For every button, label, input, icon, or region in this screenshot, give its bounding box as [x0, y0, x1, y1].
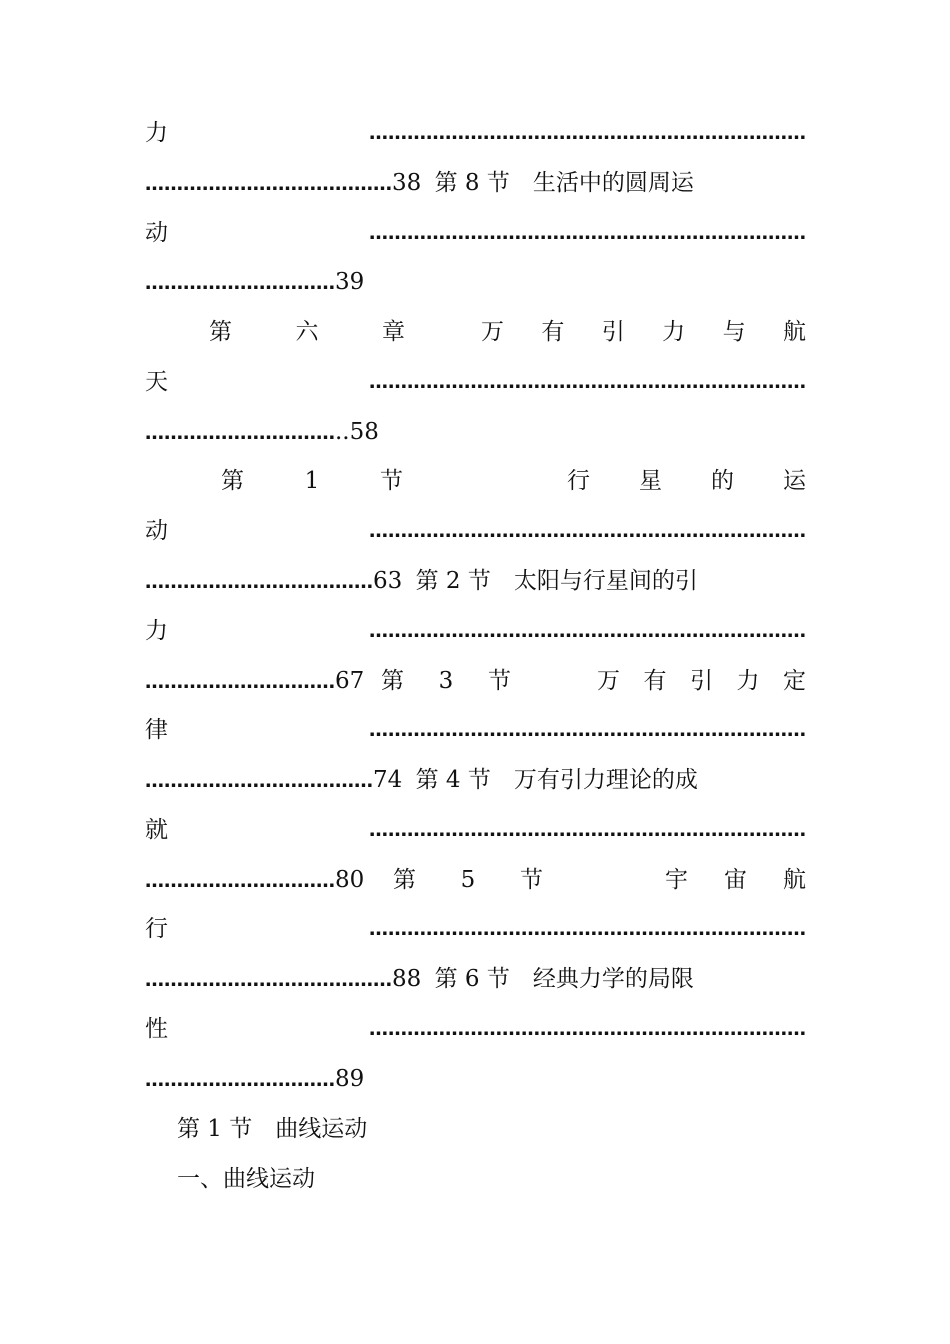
toc-entry-text: 有: [541, 319, 565, 345]
toc-entry-text: 性: [145, 1016, 168, 1042]
toc-entry-text: 天: [145, 369, 168, 395]
toc-entry-text: 宙: [724, 867, 747, 893]
toc-leader-dots: ……………………………………………………………: [369, 1018, 806, 1040]
toc-entry-text: 节: [519, 867, 543, 893]
toc-leader-dots: …………………………: [145, 870, 335, 892]
toc-entry-text: 第: [209, 319, 232, 345]
toc-entry-text: 力: [736, 668, 760, 694]
toc-leader-dots: ……………………………………………………………: [369, 371, 806, 393]
toc-line: [145, 466, 806, 496]
toc-leader-dots: ……………………………………………………………: [369, 620, 806, 642]
toc-entry-text: 力: [145, 120, 168, 146]
toc-entry-text: 星: [639, 468, 662, 494]
toc-entry-text: 第 4 节 万有引力理论的成: [415, 767, 698, 793]
toc-entry-text: 节: [379, 468, 403, 494]
toc-page-number: ..58: [335, 419, 379, 445]
toc-line: [145, 218, 806, 248]
toc-leader-dots: …………………………………: [145, 969, 392, 991]
toc-entry-text: 律: [145, 717, 168, 743]
toc-entry-text: 与: [722, 319, 746, 345]
toc-entry-text: 行: [145, 916, 168, 942]
toc-entry-text: 航: [783, 867, 806, 893]
toc-entry-text: 万: [597, 668, 620, 694]
toc-entry-text: 就: [145, 817, 168, 843]
toc-entry-text: 第: [381, 668, 404, 694]
toc-leader-dots: ……………………………………………………………: [369, 819, 806, 841]
toc-entry-text: 节: [487, 668, 511, 694]
toc-leader-dots: …………………………: [145, 272, 335, 294]
toc-page-number: 38: [392, 170, 422, 196]
toc-leader-dots: ……………………………………………………………: [369, 520, 806, 542]
toc-leader-dots: ……………………………………………………………: [369, 719, 806, 741]
toc-page-number: 80: [335, 867, 365, 893]
toc-entry-text: 5: [460, 867, 476, 893]
toc-entry-text: 引: [601, 319, 625, 345]
toc-leader-dots: ………………………………: [145, 770, 373, 792]
toc-entry-text: 力: [145, 618, 168, 644]
toc-line: [145, 616, 806, 646]
toc-entry-text: 动: [145, 220, 168, 246]
toc-line: [145, 417, 806, 447]
toc-entry-text: 运: [783, 468, 806, 494]
toc-entry-text: 第 6 节 经典力学的局限: [434, 966, 694, 992]
toc-entry-text: 第: [221, 468, 244, 494]
toc-leader-dots: …………………………………: [145, 173, 392, 195]
toc-leader-dots: …………………………: [145, 422, 335, 444]
toc-entry-text: 有: [643, 668, 667, 694]
toc-entry-text: 万: [481, 319, 504, 345]
toc-line: [145, 118, 806, 148]
toc-entry-text: 宇: [665, 867, 688, 893]
toc-entry-text: 的: [711, 468, 734, 494]
toc-entry-text: 动: [145, 518, 168, 544]
toc-entry-text: 引: [690, 668, 713, 694]
toc-page-number: 89: [335, 1066, 365, 1092]
toc-page-number: 74: [373, 767, 403, 793]
toc-leader-dots: ………………………………: [145, 571, 373, 593]
toc-entry-text: 定: [783, 668, 806, 694]
toc-line: [145, 914, 806, 944]
toc-entry-text: 六: [295, 319, 319, 345]
toc-entry-text: 第: [393, 867, 416, 893]
toc-line: [145, 765, 806, 795]
subsection-heading: 一、曲线运动: [177, 1166, 315, 1192]
toc-entry-text: 第 8 节 生活中的圆周运: [434, 170, 694, 196]
toc-line: [145, 1064, 806, 1094]
toc-entry-text: 第 2 节 太阳与行星间的引: [415, 568, 698, 594]
toc-line: [145, 367, 806, 397]
toc-entry-text: 航: [782, 319, 806, 345]
toc-entry-text: 力: [662, 319, 686, 345]
toc-line: [145, 267, 806, 297]
toc-line: [145, 815, 806, 845]
toc-leader-dots: ……………………………………………………………: [369, 122, 806, 144]
toc-page-number: 63: [373, 568, 403, 594]
toc-line: [145, 1014, 806, 1044]
toc-page-number: 67: [335, 668, 365, 694]
toc-entry-text: 章: [382, 319, 405, 345]
toc-line: [145, 964, 806, 994]
toc-line: [145, 317, 806, 347]
toc-entry-text: 3: [438, 668, 454, 694]
toc-line: [145, 566, 806, 596]
toc-line: [145, 516, 806, 546]
toc-line: [145, 865, 806, 895]
toc-leader-dots: ……………………………………………………………: [369, 222, 806, 244]
toc-line: [145, 666, 806, 696]
toc-entry-text: 1: [304, 468, 320, 494]
toc-leader-dots: ……………………………………………………………: [369, 918, 806, 940]
toc-leader-dots: …………………………: [145, 671, 335, 693]
toc-line: [145, 168, 806, 198]
toc-page-number: 39: [335, 269, 365, 295]
toc-page-number: 88: [392, 966, 422, 992]
section-heading: 第 1 节 曲线运动: [177, 1116, 368, 1142]
toc-leader-dots: …………………………: [145, 1069, 335, 1091]
toc-line: [145, 715, 806, 745]
toc-entry-text: 行: [567, 468, 590, 494]
